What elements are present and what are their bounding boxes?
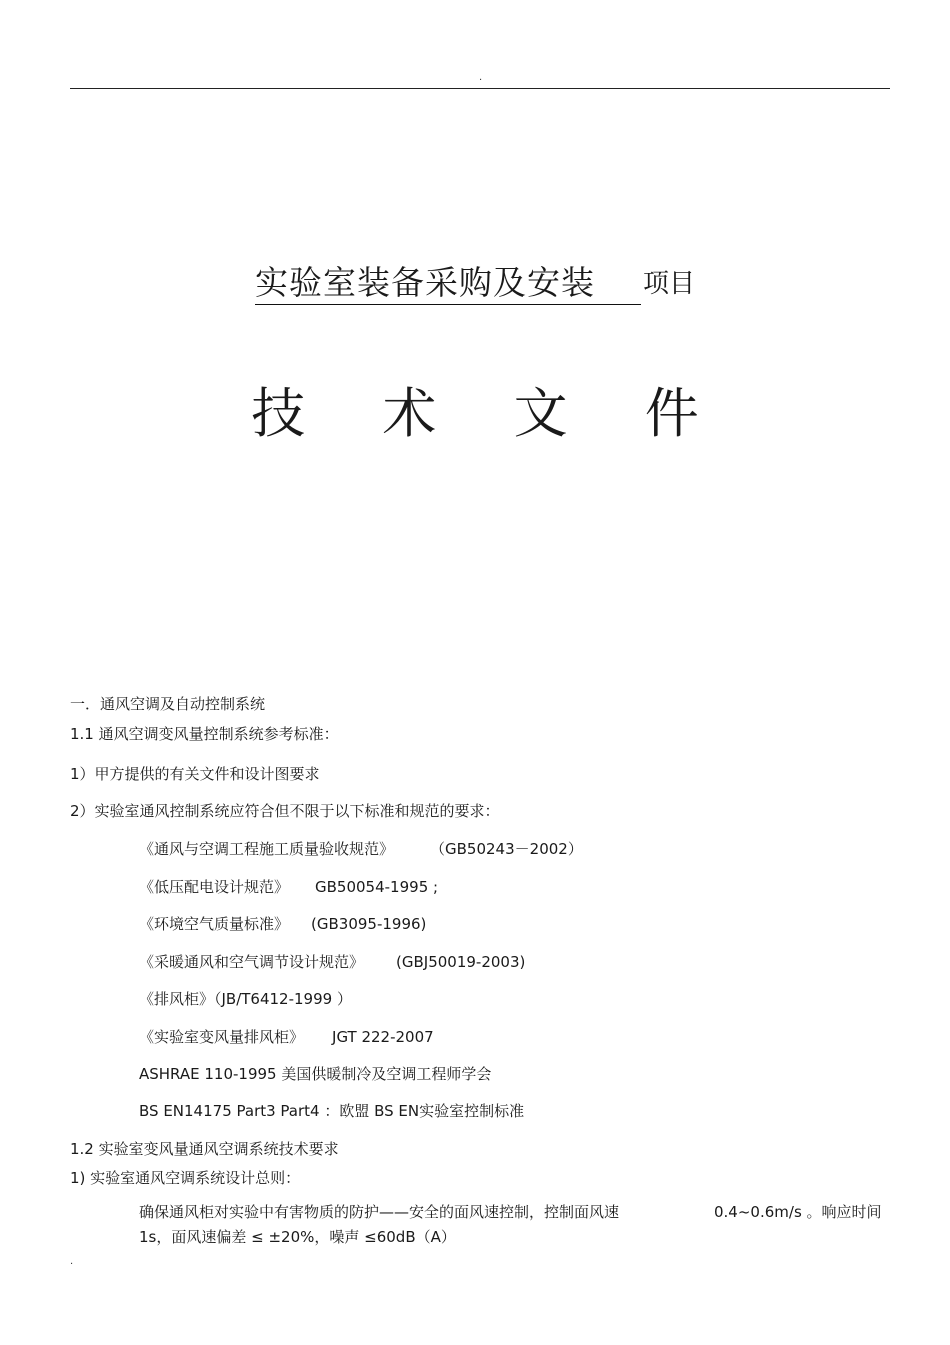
standard-name: 《实验室变风量排风柜》: [139, 1028, 305, 1046]
standard-name: BS EN14175 Part3 Part4 ：欧盟 BS EN实验室控制标准: [139, 1102, 525, 1120]
standard-name: 《环境空气质量标准》: [139, 915, 290, 933]
project-name: 实验室装备采购及安装: [255, 262, 641, 305]
standard-code: (GBJ50019-2003): [396, 953, 526, 971]
standard-item: [139, 1064, 491, 1084]
paragraph-line: 确保通风柜对实验中有害物质的防护——安全的面风速控制，控制面风速: [139, 1203, 620, 1221]
paragraph-line: 1s，面风速偏差 ≤ ±20%，噪声 ≤60dB（A）: [139, 1228, 456, 1246]
standard-item: [139, 839, 583, 859]
standard-name: 《低压配电设计规范》: [139, 878, 290, 896]
list-item: 1) 实验室通风空调系统设计总则：: [70, 1169, 301, 1187]
standard-item: [139, 952, 525, 972]
subsection-heading: 1.2 实验室变风量通风空调系统技术要求: [70, 1140, 339, 1158]
list-item: 1）甲方提供的有关文件和设计图要求: [70, 765, 320, 783]
standard-code: JGT 222-2007: [332, 1028, 434, 1046]
standard-code: GB50054-1995 ;: [315, 878, 439, 896]
project-suffix: 项目: [642, 269, 695, 299]
standard-name: 《采暖通风和空气调节设计规范》: [139, 953, 365, 971]
paragraph-value: 0.4~0.6m/s 。响应时间: [714, 1203, 882, 1221]
header-dot: .: [479, 72, 483, 83]
standard-item: [139, 914, 426, 934]
standard-name: 《通风与空调工程施工质量验收规范》: [139, 840, 395, 858]
standard-item: [139, 1027, 434, 1047]
document-title: 技 术 文 件: [251, 382, 729, 445]
list-item: 2）实验室通风控制系统应符合但不限于以下标准和规范的要求：: [70, 802, 500, 820]
standard-code: (GB3095-1996): [311, 915, 427, 933]
project-title: [0, 262, 950, 305]
subsection-heading: 1.1 通风空调变风量控制系统参考标准：: [70, 725, 339, 743]
standard-name: 《排风柜》（JB/T6412-1999 ）: [139, 990, 352, 1008]
standard-code: （GB50243－2002）: [430, 840, 583, 858]
standard-item: [139, 989, 352, 1009]
footer-dot: .: [70, 1256, 74, 1267]
standard-name: ASHRAE 110-1995 美国供暖制冷及空调工程师学会: [139, 1065, 492, 1083]
standard-item: [139, 877, 438, 897]
header-rule: [70, 88, 890, 89]
section-heading: 一．通风空调及自动控制系统: [70, 695, 266, 713]
standard-item: [139, 1101, 524, 1121]
